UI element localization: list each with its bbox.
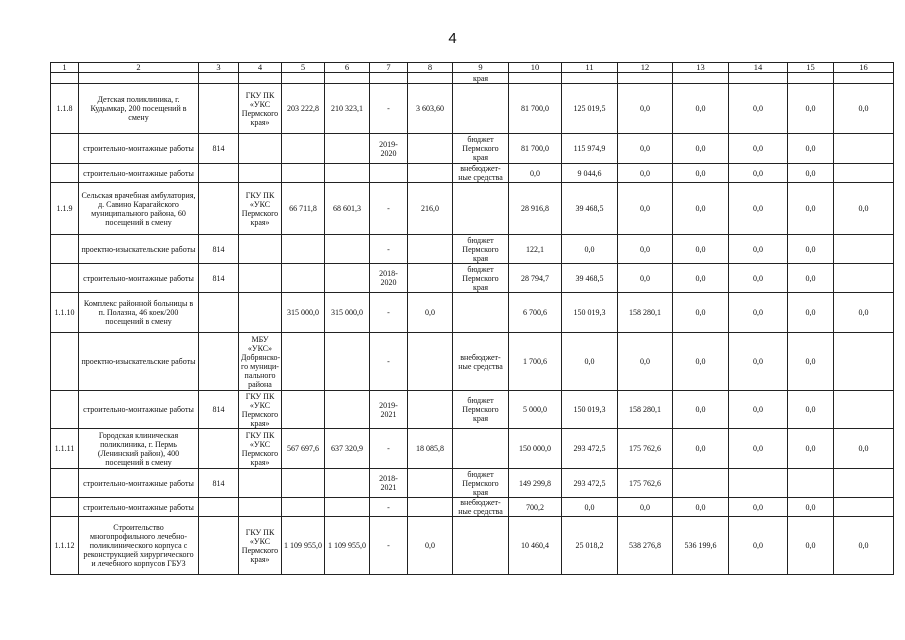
table-row — [51, 183, 894, 235]
cell-year-2021: 0,0 — [673, 235, 729, 264]
cell-year-2022: 0,0 — [729, 391, 788, 429]
cell-ministry-code — [199, 73, 239, 84]
cell-customer — [239, 293, 282, 333]
cell-year-2022: 0,0 — [729, 164, 788, 183]
cell-year-2023: 0,0 — [788, 293, 834, 333]
cell-item-number — [51, 134, 79, 164]
cell-year-2022: 0,0 — [729, 235, 788, 264]
cell-object-name: 2 — [79, 63, 199, 73]
cell-prior-funding: 216,0 — [408, 183, 453, 235]
cell-year-2023: 0,0 — [788, 134, 834, 164]
cell-object-name: Детская поликлиника, г. Кудымкар, 200 посещений в смену — [79, 84, 199, 134]
cell-year-2019: 150 019,3 — [562, 391, 618, 429]
cell-prior-funding: 3 603,60 — [408, 84, 453, 134]
cell-object-name: строительно-монтажные работы — [79, 469, 199, 498]
cell-customer: МБУ «УКС» Добрянско-го муници-пального района — [239, 333, 282, 391]
table-row — [51, 498, 894, 517]
cell-prior-funding — [408, 164, 453, 183]
cell-ministry-code — [199, 498, 239, 517]
cell-year-2021: 0,0 — [673, 429, 729, 469]
cell-year-2019: 39 468,5 — [562, 183, 618, 235]
cell-year-2023: 0,0 — [788, 429, 834, 469]
cell-year-2020: 158 280,1 — [618, 293, 673, 333]
cell-year-2023 — [788, 73, 834, 84]
cell-year-2018: 0,0 — [509, 164, 562, 183]
cell-current-cost — [325, 73, 370, 84]
cell-year-2021: 0,0 — [673, 164, 729, 183]
cell-year-2019: 115 974,9 — [562, 134, 618, 164]
cell-customer — [239, 134, 282, 164]
cell-year-2019: 9 044,6 — [562, 164, 618, 183]
table-row — [51, 134, 894, 164]
cell-year-2023: 0,0 — [788, 517, 834, 575]
cell-customer — [239, 264, 282, 293]
cell-year-2018: 6 700,6 — [509, 293, 562, 333]
cell-year-2024: 16 — [834, 63, 894, 73]
cell-item-number: 1.1.10 — [51, 293, 79, 333]
cell-year-2021: 0,0 — [673, 391, 729, 429]
cell-year-2024: 0,0 — [834, 293, 894, 333]
cell-year-2022: 0,0 — [729, 293, 788, 333]
cell-year-2024 — [834, 235, 894, 264]
cell-item-number: 1.1.9 — [51, 183, 79, 235]
cell-estimate-cost: 1 109 955,0 — [282, 517, 325, 575]
cell-year-2020: 12 — [618, 63, 673, 73]
cell-period: - — [370, 84, 408, 134]
cell-year-2020: 0,0 — [618, 235, 673, 264]
cell-year-2021: 13 — [673, 63, 729, 73]
cell-year-2021: 0,0 — [673, 293, 729, 333]
cell-funding-source — [453, 183, 509, 235]
cell-item-number — [51, 264, 79, 293]
cell-period: - — [370, 183, 408, 235]
cell-year-2022 — [729, 73, 788, 84]
cell-object-name: строительно-монтажные работы — [79, 134, 199, 164]
cell-year-2023: 0,0 — [788, 333, 834, 391]
cell-prior-funding — [408, 235, 453, 264]
cell-customer — [239, 235, 282, 264]
cell-year-2020: 538 276,8 — [618, 517, 673, 575]
cell-period: - — [370, 293, 408, 333]
cell-year-2022: 0,0 — [729, 183, 788, 235]
table-row — [51, 264, 894, 293]
cell-year-2023: 0,0 — [788, 183, 834, 235]
cell-period: - — [370, 517, 408, 575]
table-row — [51, 333, 894, 391]
cell-current-cost — [325, 134, 370, 164]
cell-year-2024: 0,0 — [834, 517, 894, 575]
cell-funding-source: внебюджет-ные средства — [453, 498, 509, 517]
cell-customer: ГКУ ПК «УКС Пермского края» — [239, 391, 282, 429]
cell-prior-funding — [408, 134, 453, 164]
cell-ministry-code — [199, 429, 239, 469]
cell-year-2019 — [562, 73, 618, 84]
cell-ministry-code: 814 — [199, 469, 239, 498]
cell-period: 2019-2021 — [370, 391, 408, 429]
cell-item-number — [51, 333, 79, 391]
cell-prior-funding — [408, 498, 453, 517]
cell-year-2024: 0,0 — [834, 183, 894, 235]
cell-current-cost: 637 320,9 — [325, 429, 370, 469]
cell-current-cost — [325, 164, 370, 183]
cell-year-2019: 39 468,5 — [562, 264, 618, 293]
cell-customer: ГКУ ПК «УКС Пермского края» — [239, 429, 282, 469]
cell-year-2018: 28 916,8 — [509, 183, 562, 235]
cell-year-2020: 0,0 — [618, 264, 673, 293]
cell-year-2023: 0,0 — [788, 498, 834, 517]
cell-year-2021: 0,0 — [673, 498, 729, 517]
cell-prior-funding — [408, 73, 453, 84]
header-row — [51, 63, 894, 73]
cell-funding-source: внебюджет-ные средства — [453, 164, 509, 183]
cell-ministry-code — [199, 333, 239, 391]
cell-item-number — [51, 164, 79, 183]
cell-year-2020: 0,0 — [618, 333, 673, 391]
cell-year-2019: 125 019,5 — [562, 84, 618, 134]
cell-year-2021 — [673, 469, 729, 498]
cell-year-2018: 10 460,4 — [509, 517, 562, 575]
cell-year-2020: 0,0 — [618, 134, 673, 164]
cell-period: - — [370, 429, 408, 469]
cell-year-2020: 175 762,6 — [618, 469, 673, 498]
cell-year-2019: 0,0 — [562, 333, 618, 391]
cell-year-2022: 0,0 — [729, 333, 788, 391]
cell-prior-funding — [408, 333, 453, 391]
cell-object-name: проектно-изыскательские работы — [79, 333, 199, 391]
cell-year-2021: 536 199,6 — [673, 517, 729, 575]
cell-year-2018: 122,1 — [509, 235, 562, 264]
cell-estimate-cost — [282, 73, 325, 84]
cell-item-number: 1.1.8 — [51, 84, 79, 134]
cell-year-2018: 149 299,8 — [509, 469, 562, 498]
cell-year-2023: 0,0 — [788, 84, 834, 134]
table-row — [51, 391, 894, 429]
cell-funding-source: 9 — [453, 63, 509, 73]
cell-prior-funding: 0,0 — [408, 517, 453, 575]
cell-object-name: Комплекс районной больницы в п. Полазна, 46 коек/200 посещений в смену — [79, 293, 199, 333]
cell-year-2020 — [618, 73, 673, 84]
cell-current-cost — [325, 469, 370, 498]
cell-current-cost: 1 109 955,0 — [325, 517, 370, 575]
cell-year-2020: 0,0 — [618, 498, 673, 517]
cell-period: - — [370, 333, 408, 391]
cell-year-2019: 150 019,3 — [562, 293, 618, 333]
cell-customer — [239, 498, 282, 517]
continuation-row — [51, 73, 894, 84]
cell-ministry-code — [199, 517, 239, 575]
cell-estimate-cost — [282, 469, 325, 498]
cell-year-2024 — [834, 391, 894, 429]
cell-prior-funding — [408, 469, 453, 498]
cell-customer: ГКУ ПК «УКС Пермского края» — [239, 517, 282, 575]
table-row — [51, 517, 894, 575]
cell-object-name: Сельская врачебная амбулатория, д. Савино Карагайского муниципального района, 60 посещений в смену — [79, 183, 199, 235]
cell-item-number — [51, 73, 79, 84]
cell-year-2019: 293 472,5 — [562, 469, 618, 498]
cell-ministry-code: 814 — [199, 264, 239, 293]
cell-estimate-cost — [282, 391, 325, 429]
cell-estimate-cost: 5 — [282, 63, 325, 73]
cell-year-2022: 0,0 — [729, 429, 788, 469]
cell-year-2018: 5 000,0 — [509, 391, 562, 429]
cell-ministry-code: 814 — [199, 134, 239, 164]
cell-year-2022: 0,0 — [729, 264, 788, 293]
cell-prior-funding — [408, 391, 453, 429]
cell-year-2018: 28 794,7 — [509, 264, 562, 293]
cell-customer: ГКУ ПК «УКС Пермского края» — [239, 183, 282, 235]
table-row — [51, 469, 894, 498]
cell-year-2018: 150 000,0 — [509, 429, 562, 469]
cell-period — [370, 73, 408, 84]
cell-ministry-code — [199, 164, 239, 183]
table-row — [51, 235, 894, 264]
cell-year-2024 — [834, 333, 894, 391]
cell-funding-source: бюджет Пермского края — [453, 469, 509, 498]
cell-current-cost — [325, 333, 370, 391]
cell-year-2023: 15 — [788, 63, 834, 73]
cell-period: - — [370, 498, 408, 517]
cell-current-cost: 68 601,3 — [325, 183, 370, 235]
cell-object-name: проектно-изыскательские работы — [79, 235, 199, 264]
cell-year-2021: 0,0 — [673, 84, 729, 134]
cell-year-2023: 0,0 — [788, 164, 834, 183]
cell-year-2020: 0,0 — [618, 183, 673, 235]
cell-ministry-code: 814 — [199, 391, 239, 429]
cell-estimate-cost: 66 711,8 — [282, 183, 325, 235]
cell-year-2022: 0,0 — [729, 84, 788, 134]
cell-year-2018: 81 700,0 — [509, 84, 562, 134]
cell-estimate-cost — [282, 235, 325, 264]
table-row — [51, 164, 894, 183]
cell-funding-source: бюджет Пермского края — [453, 264, 509, 293]
cell-period: 2018-2020 — [370, 264, 408, 293]
cell-object-name: строительно-монтажные работы — [79, 391, 199, 429]
cell-object-name: Городская клиническая поликлиника, г. Пермь (Ленинский район), 400 посещений в смену — [79, 429, 199, 469]
cell-year-2021: 0,0 — [673, 333, 729, 391]
cell-prior-funding: 8 — [408, 63, 453, 73]
table-row — [51, 293, 894, 333]
cell-current-cost — [325, 264, 370, 293]
table-row — [51, 84, 894, 134]
cell-year-2018: 700,2 — [509, 498, 562, 517]
cell-year-2024 — [834, 134, 894, 164]
cell-current-cost — [325, 498, 370, 517]
cell-ministry-code — [199, 183, 239, 235]
cell-customer — [239, 73, 282, 84]
cell-object-name: строительно-монтажные работы — [79, 264, 199, 293]
cell-item-number — [51, 498, 79, 517]
cell-year-2024: 0,0 — [834, 429, 894, 469]
cell-funding-source: бюджет Пермского края — [453, 391, 509, 429]
cell-object-name: строительно-монтажные работы — [79, 498, 199, 517]
cell-year-2023: 0,0 — [788, 391, 834, 429]
cell-year-2020: 175 762,6 — [618, 429, 673, 469]
cell-item-number — [51, 469, 79, 498]
cell-year-2024 — [834, 73, 894, 84]
cell-prior-funding: 18 085,8 — [408, 429, 453, 469]
cell-year-2024 — [834, 164, 894, 183]
cell-customer: 4 — [239, 63, 282, 73]
cell-estimate-cost: 203 222,8 — [282, 84, 325, 134]
cell-year-2018 — [509, 73, 562, 84]
page-number: 4 — [448, 30, 457, 47]
table-row — [51, 429, 894, 469]
cell-prior-funding: 0,0 — [408, 293, 453, 333]
cell-year-2018: 10 — [509, 63, 562, 73]
cell-customer — [239, 164, 282, 183]
cell-estimate-cost — [282, 264, 325, 293]
cell-funding-source: края — [453, 73, 509, 84]
cell-funding-source: внебюджет-ные средства — [453, 333, 509, 391]
cell-funding-source — [453, 429, 509, 469]
cell-year-2024 — [834, 264, 894, 293]
cell-year-2024 — [834, 498, 894, 517]
cell-period — [370, 164, 408, 183]
cell-ministry-code: 814 — [199, 235, 239, 264]
cell-customer — [239, 469, 282, 498]
cell-estimate-cost — [282, 333, 325, 391]
cell-current-cost: 315 000,0 — [325, 293, 370, 333]
cell-year-2019: 293 472,5 — [562, 429, 618, 469]
cell-period: 2018-2021 — [370, 469, 408, 498]
cell-year-2018: 81 700,0 — [509, 134, 562, 164]
cell-item-number: 1 — [51, 63, 79, 73]
cell-current-cost: 6 — [325, 63, 370, 73]
program-table — [50, 62, 894, 575]
cell-funding-source: бюджет Пермского края — [453, 134, 509, 164]
cell-year-2024: 0,0 — [834, 84, 894, 134]
cell-estimate-cost — [282, 498, 325, 517]
cell-funding-source: бюджет Пермского края — [453, 235, 509, 264]
cell-year-2022: 0,0 — [729, 517, 788, 575]
cell-ministry-code — [199, 84, 239, 134]
cell-item-number: 1.1.11 — [51, 429, 79, 469]
cell-item-number — [51, 235, 79, 264]
cell-object-name — [79, 73, 199, 84]
cell-year-2019: 0,0 — [562, 235, 618, 264]
cell-current-cost — [325, 235, 370, 264]
cell-year-2022: 0,0 — [729, 134, 788, 164]
cell-year-2022 — [729, 469, 788, 498]
cell-item-number — [51, 391, 79, 429]
cell-ministry-code — [199, 293, 239, 333]
cell-estimate-cost: 315 000,0 — [282, 293, 325, 333]
cell-year-2019: 11 — [562, 63, 618, 73]
cell-year-2020: 158 280,1 — [618, 391, 673, 429]
cell-item-number: 1.1.12 — [51, 517, 79, 575]
cell-period: 2019-2020 — [370, 134, 408, 164]
cell-year-2021 — [673, 73, 729, 84]
cell-year-2021: 0,0 — [673, 134, 729, 164]
cell-year-2021: 0,0 — [673, 183, 729, 235]
cell-year-2019: 25 018,2 — [562, 517, 618, 575]
cell-customer: ГКУ ПК «УКС Пермского края» — [239, 84, 282, 134]
cell-funding-source — [453, 517, 509, 575]
cell-year-2023: 0,0 — [788, 264, 834, 293]
cell-prior-funding — [408, 264, 453, 293]
cell-estimate-cost — [282, 164, 325, 183]
cell-year-2018: 1 700,6 — [509, 333, 562, 391]
cell-period: - — [370, 235, 408, 264]
cell-year-2019: 0,0 — [562, 498, 618, 517]
cell-year-2020: 0,0 — [618, 84, 673, 134]
cell-ministry-code: 3 — [199, 63, 239, 73]
cell-year-2020: 0,0 — [618, 164, 673, 183]
cell-estimate-cost — [282, 134, 325, 164]
cell-current-cost: 210 323,1 — [325, 84, 370, 134]
cell-year-2024 — [834, 469, 894, 498]
cell-funding-source — [453, 84, 509, 134]
cell-estimate-cost: 567 697,6 — [282, 429, 325, 469]
cell-period: 7 — [370, 63, 408, 73]
cell-year-2023: 0,0 — [788, 235, 834, 264]
cell-current-cost — [325, 391, 370, 429]
cell-funding-source — [453, 293, 509, 333]
cell-year-2021: 0,0 — [673, 264, 729, 293]
cell-year-2022: 14 — [729, 63, 788, 73]
cell-year-2023 — [788, 469, 834, 498]
cell-object-name: строительно-монтажные работы — [79, 164, 199, 183]
cell-year-2022: 0,0 — [729, 498, 788, 517]
cell-object-name: Строительство многопрофильного лечебно-поликлинического корпуса с реконструкцией хирургического и лечебного корпусов ГБУЗ — [79, 517, 199, 575]
